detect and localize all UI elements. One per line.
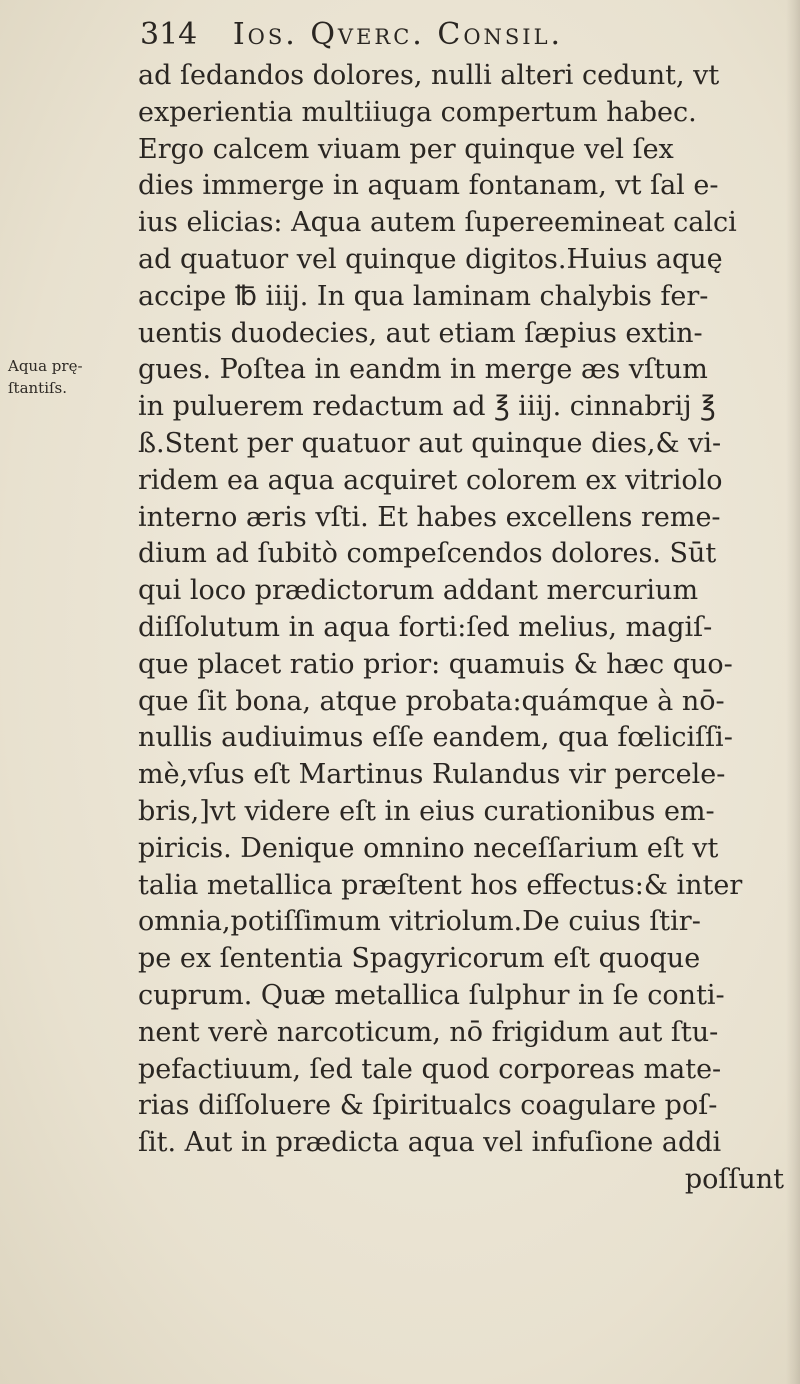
text-line: pe ex ſententia Spagyricorum eſt quoque xyxy=(138,943,701,975)
text-line: dium ad ſubitò compeſcendos dolores. Sūt xyxy=(138,538,717,570)
page-header xyxy=(140,12,780,58)
marginal-note xyxy=(8,355,128,399)
text-line: mè,vſus eſt Martinus Rulandus vir percele- xyxy=(138,759,726,791)
text-line: ius elicias: Aqua autem ſupereemineat calci xyxy=(138,207,737,239)
text-line: experientia multiiuga compertum habec. xyxy=(138,96,697,128)
text-line: que placet ratio prior: quamuis & hæc quo- xyxy=(138,648,733,680)
text-line: nent verè narcoticum, nō frigidum aut ſtu- xyxy=(138,1016,719,1048)
text-line: piricis. Denique omnino neceſſarium eſt vt xyxy=(138,832,719,864)
text-line: cuprum. Quæ metallica ſulphur in ſe conti- xyxy=(138,979,725,1011)
text-line: qui loco prædictorum addant mercurium xyxy=(138,575,699,607)
page-edge-shadow xyxy=(786,0,800,1384)
text-line: ß.Stent per quatuor aut quinque dies,& vi- xyxy=(138,427,722,459)
body-text xyxy=(138,58,788,1199)
text-line: in puluerem redactum ad ℥ iiij. cinnabrij ℥ xyxy=(138,391,716,423)
text-line: talia metallica præſtent hos effectus:& inter xyxy=(138,869,743,901)
text-line: ad quatuor vel quinque digitos.Huius aquę xyxy=(138,243,723,275)
text-line: bris,]vt videre eſt in eius curationibus em- xyxy=(138,795,715,827)
marginal-note-line: Aqua prę- xyxy=(8,357,83,375)
text-line: interno æris vſti. Et habes excellens reme- xyxy=(138,501,721,533)
running-title: Ios. Qverc. Consil. xyxy=(232,17,564,52)
text-line: dies immerge in aquam fontanam, vt ſal e- xyxy=(138,170,719,202)
text-line: omnia,potiſſimum vitriolum.De cuius ſtir- xyxy=(138,906,701,938)
marginal-note-line: ſtantiſs. xyxy=(8,379,68,397)
catchword: poſſunt xyxy=(684,1163,784,1195)
text-line: nullis audiuimus eſſe eandem, qua fœliciſſi- xyxy=(138,722,733,754)
text-line: ridem ea aqua acquiret colorem ex vitriolo xyxy=(138,464,723,496)
text-line: ſit. Aut in prædicta aqua vel infuſione addi xyxy=(138,1127,722,1159)
text-line: rias diſſoluere & ſpiritualcs coagulare poſ- xyxy=(138,1090,718,1122)
text-line: diſſolutum in aqua forti:ſed melius, magiſ- xyxy=(138,611,713,643)
text-line: que ſit bona, atque probata:quámque à nō- xyxy=(138,685,725,717)
text-line: uentis duodecies, aut etiam ſæpius extin- xyxy=(138,317,703,349)
text-line: gues. Poſtea in eandm in merge æs vſtum xyxy=(138,354,708,386)
text-line: ad ſedandos dolores, nulli alteri cedunt, vt xyxy=(138,60,720,91)
text-line: Ergo calcem viuam per quinque vel ſex xyxy=(138,133,674,165)
text-line: accipe ℔ iiij. In qua laminam chalybis fer- xyxy=(138,280,709,312)
page-number: 314 xyxy=(140,17,198,52)
text-line: pefactiuum, ſed tale quod corporeas mate- xyxy=(138,1053,722,1085)
